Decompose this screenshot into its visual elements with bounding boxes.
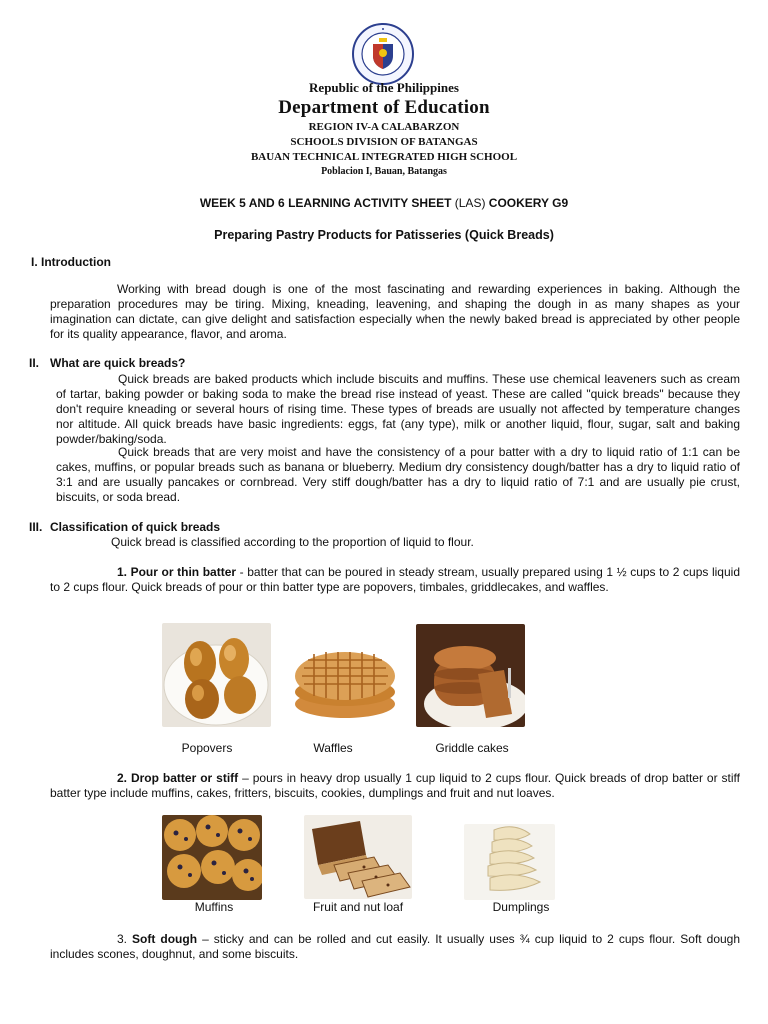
week-heading-las: (LAS) <box>454 196 486 210</box>
department-title: Department of Education <box>278 97 490 118</box>
soft-dough-text: – sticky and can be rolled and cut easily. It usually uses ¾ cup liquid to 2 cups flour. Soft dough includes scones, doughnut, and some biscuits. <box>50 932 741 961</box>
pour-batter-paragraph <box>50 565 740 595</box>
republic-line: Republic of the Philippines <box>309 80 459 95</box>
deped-seal-logo <box>351 22 415 86</box>
classification-heading: Classification of quick breads <box>50 520 221 534</box>
caption-fruit-nut-loaf: Fruit and nut loaf <box>312 900 404 914</box>
division-line: SCHOOLS DIVISION OF BATANGAS <box>290 136 478 148</box>
fruit-nut-loaf-photo <box>304 815 412 899</box>
soft-dough-paragraph <box>50 932 740 962</box>
section-3-number: III. <box>29 520 43 534</box>
drop-batter-title: 2. Drop batter or stiff <box>117 771 239 785</box>
caption-waffles: Waffles <box>313 741 353 755</box>
drop-batter-text: – pours in heavy drop usually 1 cup liquid to 2 cups flour. Quick breads of drop batter or stiff batter type include muffins, cakes, fritters, biscuits, cookies, dumplings and fruit and nut loaves. <box>50 771 740 800</box>
pour-batter-text: - batter that can be poured in steady stream, usually prepared using 1 ½ cups to 2 cups liquid to 2 cups flour. Quick breads of pour or thin batter type are popovers, timbales, griddlecakes, and waffles. <box>50 565 740 594</box>
waffles-photo <box>294 632 396 728</box>
intro-paragraph: Working with bread dough is one of the most fascinating and rewarding experiences in baking. Although the preparation procedures may be tiring. Mixing, kneading, leavening, and shaping the dough in as many shapes as your imagination can dictate, can give delight and satisfaction especially when the newly baked bread is appreciated by other people for its quality appearance, flavor, and aroma. <box>50 282 740 341</box>
week-heading-main: WEEK 5 AND 6 LEARNING ACTIVITY SHEET <box>199 196 452 210</box>
region-line: REGION IV-A CALABARZON <box>308 121 460 133</box>
quick-breads-heading: What are quick breads? <box>50 356 186 370</box>
week-heading-subject: COOKERY G9 <box>488 196 569 210</box>
caption-popovers: Popovers <box>181 741 233 755</box>
classification-intro: Quick bread is classified according to the proportion of liquid to flour. <box>111 535 474 549</box>
school-name: BAUAN TECHNICAL INTEGRATED HIGH SCHOOL <box>250 151 518 163</box>
section-2-number: II. <box>29 356 40 370</box>
lesson-title: Preparing Pastry Products for Patisseries (Quick Breads) <box>214 228 554 242</box>
drop-batter-paragraph <box>50 771 740 801</box>
pour-batter-title: 1. Pour or thin batter <box>117 565 237 579</box>
dumplings-photo <box>464 824 555 900</box>
griddle-cakes-photo <box>416 624 525 727</box>
school-address: Poblacion I, Bauan, Batangas <box>321 166 447 177</box>
soft-dough-title: Soft dough <box>132 932 198 946</box>
quick-breads-paragraph-1: Quick breads are baked products which include biscuits and muffins. These use chemical leaveners such as cream of tartar, baking powder or baking soda to make the bread rise instead of yeast. These are called "quick breads" because they don't require kneading or several hours of rising time. These types of breads are usually not affected by temperature changes nor altitude. All quick breads have basic ingredients: eggs, fat (any type), milk or another liquid, flour, sugar, salt and baking powder/baking/soda. <box>56 372 740 446</box>
muffins-photo <box>162 815 262 900</box>
caption-griddle-cakes: Griddle cakes <box>435 741 509 755</box>
intro-heading: I. Introduction <box>31 255 111 269</box>
quick-breads-paragraph-2: Quick breads that are very moist and have the consistency of a pour batter with a dry to liquid ratio of 1:1 can be cakes, muffins, or popular breads such as banana or blueberry. Medium dry consistency dough/batter has a dry to liquid ratio of 3:1 and are usually pancakes or cornbread. Very stiff dough/batter has a dry to liquid ratio of 7:1 and are usually pie crust, biscuits, or soda bread. <box>56 445 740 504</box>
soft-dough-number: 3. <box>117 932 133 946</box>
popovers-photo <box>162 623 271 727</box>
caption-muffins: Muffins <box>194 900 234 914</box>
caption-dumplings: Dumplings <box>492 900 550 914</box>
week-heading <box>0 196 768 210</box>
